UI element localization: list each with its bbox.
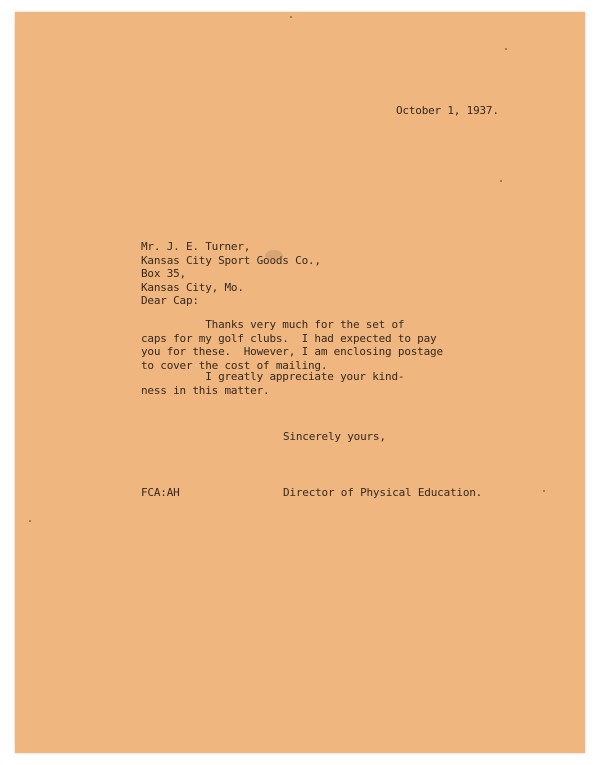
- paper-smudge: [265, 250, 283, 262]
- paper-speck: [500, 180, 502, 182]
- paragraph-line: I greatly appreciate your kind-: [141, 370, 405, 383]
- address-line: Kansas City, Mo.: [141, 280, 244, 294]
- address-line: Box 35,: [141, 267, 186, 280]
- letter-date: October 1, 1937.: [396, 104, 499, 117]
- paragraph-line: to cover the cost of mailing.: [141, 358, 328, 372]
- letter-page: [15, 12, 585, 753]
- signature-title: Director of Physical Education.: [283, 486, 483, 499]
- paragraph-line: caps for my golf clubs. I had expected to pay: [141, 331, 437, 345]
- recipient-address: [141, 240, 321, 294]
- reference-initials: FCA:AH: [141, 486, 180, 499]
- paper-speck: [543, 490, 545, 492]
- paper-speck: [505, 48, 507, 50]
- paper-speck: [290, 16, 292, 18]
- address-line: Mr. J. E. Turner,: [141, 240, 251, 253]
- complimentary-closing: Sincerely yours,: [283, 430, 386, 443]
- address-line: Kansas City Sport Goods Co.,: [141, 253, 321, 267]
- paragraph-line: you for these. However, I am enclosing postage: [141, 345, 443, 358]
- body-paragraph-1: [141, 318, 443, 372]
- body-paragraph-2: [141, 370, 404, 397]
- paragraph-line: Thanks very much for the set of: [141, 318, 405, 331]
- salutation: Dear Cap:: [141, 294, 199, 307]
- paragraph-line: ness in this matter.: [141, 383, 270, 397]
- paper-speck: [29, 520, 31, 522]
